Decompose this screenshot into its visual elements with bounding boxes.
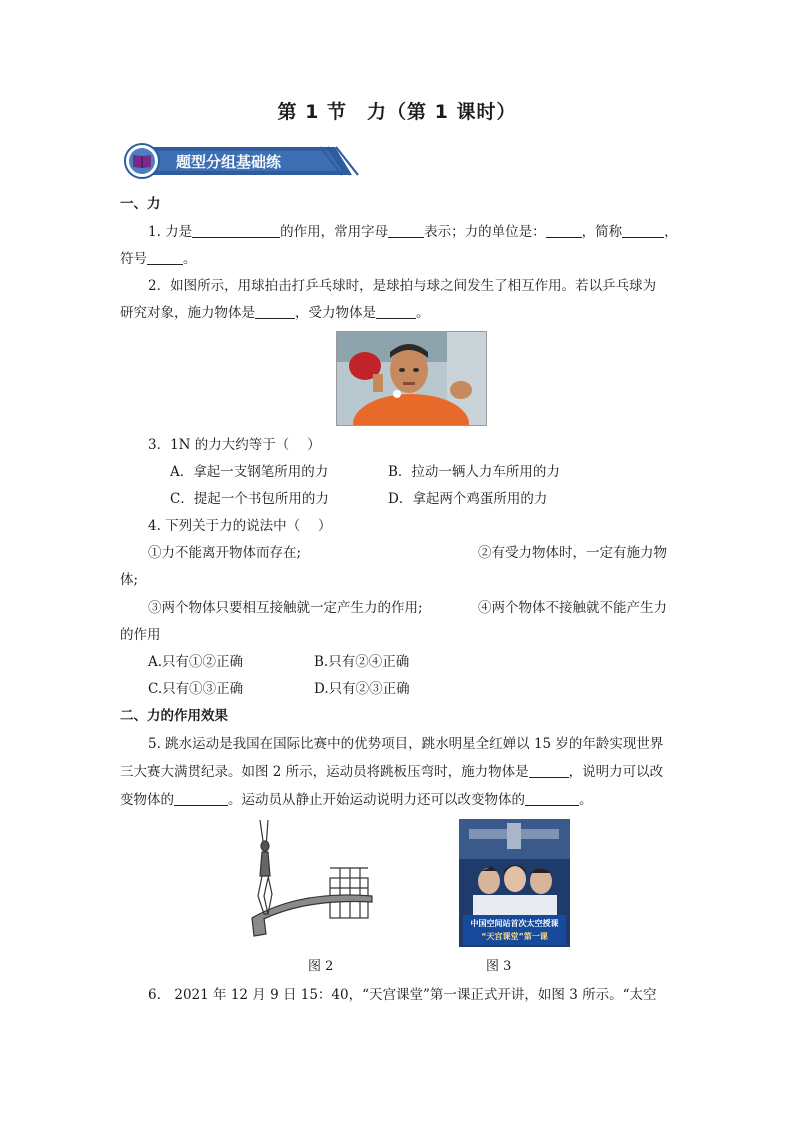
question-4-statement-4-cont: 的作用 <box>120 627 161 643</box>
figure-2-caption: 图 2 <box>308 959 334 974</box>
answer-blank[interactable] <box>147 250 183 265</box>
question-3-option-a[interactable]: A．拿起一支钢笔所用的力 <box>170 464 329 480</box>
question-5-line-1: 5. 跳水运动是我国在国际比赛中的优势项目，跳水明星全红婵以 15 岁的年龄实现世界 <box>148 736 664 752</box>
figure-3-caption: 图 3 <box>486 959 512 974</box>
ping-pong-player-image <box>337 332 486 425</box>
answer-blank[interactable] <box>255 304 295 319</box>
page-title: 第 1 节 力（第 1 课时） <box>277 101 517 123</box>
answer-blank[interactable] <box>622 223 664 238</box>
question-1-line-1: 1. 力是 的作用，常用字母 表示；力的单位是： ，简称 ， <box>148 224 678 240</box>
section-heading-force: 一、力 <box>120 196 161 212</box>
question-5-line-2: 三大赛大满贯纪录。如图 2 所示，运动员将跳板压弯时，施力物体是 ，说明力可以改 <box>120 764 664 780</box>
question-4-option-c[interactable]: C.只有①③正确 <box>148 681 244 697</box>
book-icon <box>132 153 152 169</box>
answer-blank[interactable] <box>174 791 228 806</box>
section-heading-force-effects: 二、力的作用效果 <box>120 708 228 724</box>
diver-springboard-icon <box>240 818 400 940</box>
figure-2-diver-drawing <box>240 818 400 940</box>
answer-blank[interactable] <box>529 763 569 778</box>
answer-blank[interactable] <box>546 223 582 238</box>
poster-title: 中国空间站首次太空授课 <box>470 919 559 928</box>
question-2-line-2: 研究对象，施力物体是 ，受力物体是 。 <box>120 305 430 321</box>
banner-label: 题型分组基础练 <box>176 153 282 171</box>
question-3-stem: 3．1N 的力大约等于（ ） <box>148 437 321 453</box>
question-4-option-b[interactable]: B.只有②④正确 <box>314 654 410 670</box>
question-5-line-3: 变物体的 。运动员从静止开始运动说明力还可以改变物体的 。 <box>120 792 593 808</box>
answer-blank[interactable] <box>525 791 579 806</box>
question-3-option-d[interactable]: D．拿起两个鸡蛋所用的力 <box>388 491 548 507</box>
figure-3-poster <box>459 819 570 947</box>
question-4-statement-2-cont: 体; <box>120 572 139 588</box>
answer-blank[interactable] <box>388 223 424 238</box>
question-4-statement-1: ①力不能离开物体而存在; <box>148 545 302 561</box>
question-3-option-c[interactable]: C．提起一个书包所用的力 <box>170 491 329 507</box>
question-4-statement-4: ④两个物体不接触就不能产生力 <box>478 600 667 616</box>
question-4-option-d[interactable]: D.只有②③正确 <box>314 681 410 697</box>
poster-subtitle: “天宫课堂”第一课 <box>481 932 548 941</box>
question-4-statement-2: ②有受力物体时，一定有施力物 <box>478 545 667 561</box>
question-6-line-1: 6. 2021 年 12 月 9 日 15：40，“天宫课堂”第一课正式开讲，如图 3 所示。“太空 <box>148 987 657 1003</box>
question-4-stem: 4. 下列关于力的说法中（ ） <box>148 518 332 534</box>
question-2-line-1: 2．如图所示，用球拍击打乒乓球时，是球拍与球之间发生了相互作用。若以乒乓球为 <box>148 278 657 294</box>
question-3-option-b[interactable]: B．拉动一辆人力车所用的力 <box>388 464 560 480</box>
question-1-line-2: 符号 。 <box>120 251 197 267</box>
section-banner <box>120 141 360 181</box>
question-4-statement-3: ③两个物体只要相互接触就一定产生力的作用; <box>148 600 423 616</box>
answer-blank[interactable] <box>376 304 416 319</box>
ping-pong-photo <box>336 331 487 426</box>
question-4-option-a[interactable]: A.只有①②正确 <box>148 654 244 670</box>
answer-blank[interactable] <box>192 223 280 238</box>
